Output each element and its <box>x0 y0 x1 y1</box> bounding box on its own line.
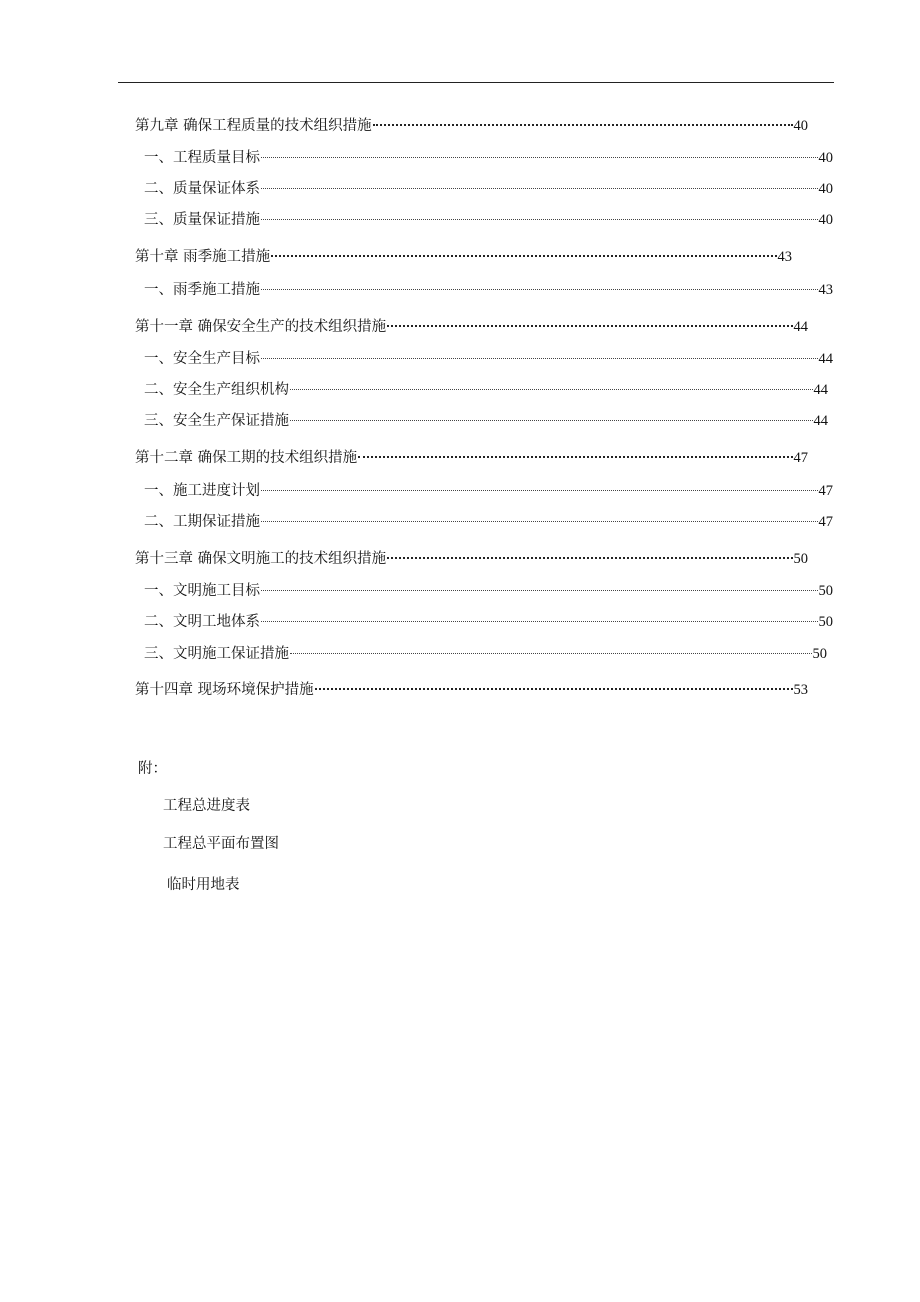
appendix-item: 临时用地表 <box>167 877 240 893</box>
toc-page-number: 44 <box>813 382 828 398</box>
appendix-heading: 附： <box>138 761 167 777</box>
toc-page-number: 43 <box>818 282 833 298</box>
toc-leader <box>387 325 792 327</box>
toc-page-number: 50 <box>818 583 833 599</box>
toc-chapter-14[interactable] <box>135 681 808 699</box>
toc-section[interactable] <box>144 513 833 531</box>
toc-label: 一、工程质量目标 <box>144 150 260 166</box>
toc-label: 二、质量保证体系 <box>144 181 260 197</box>
toc-chapter-12[interactable] <box>135 449 808 467</box>
toc-chapter-10[interactable] <box>135 248 792 266</box>
toc-leader <box>373 124 793 126</box>
toc-section[interactable] <box>144 582 833 600</box>
toc-leader <box>261 219 818 220</box>
toc-page-number: 40 <box>818 150 833 166</box>
toc-section[interactable] <box>144 350 833 368</box>
toc-section[interactable] <box>144 149 833 167</box>
toc-label: 第十一章 确保安全生产的技术组织措施 <box>135 319 387 335</box>
toc-chapter-9[interactable] <box>135 117 808 135</box>
toc-label: 第九章 确保工程质量的技术组织措施 <box>135 118 372 134</box>
appendix-item: 工程总进度表 <box>163 798 250 814</box>
toc-section[interactable] <box>144 180 833 198</box>
toc-page-number: 53 <box>793 682 808 698</box>
toc-page-number: 44 <box>793 319 808 335</box>
header-rule <box>118 82 834 83</box>
toc-page-number: 40 <box>818 212 833 228</box>
toc-leader <box>261 188 818 189</box>
toc-section[interactable] <box>144 645 827 663</box>
toc-section[interactable] <box>144 211 833 229</box>
toc-section[interactable] <box>144 381 828 399</box>
toc-leader <box>261 490 818 491</box>
toc-section[interactable] <box>144 281 833 299</box>
toc-label: 二、工期保证措施 <box>144 514 260 530</box>
toc-page-number: 40 <box>793 118 808 134</box>
toc-label: 第十章 雨季施工措施 <box>135 249 271 265</box>
toc-section[interactable] <box>144 412 828 430</box>
toc-label: 一、文明施工目标 <box>144 583 260 599</box>
toc-leader <box>290 420 813 421</box>
toc-section[interactable] <box>144 482 833 500</box>
toc-page-number: 50 <box>793 551 808 567</box>
toc-leader <box>261 358 818 359</box>
toc-page-number: 44 <box>813 413 828 429</box>
toc-label: 一、安全生产目标 <box>144 351 260 367</box>
toc-section[interactable] <box>144 613 833 631</box>
toc-leader <box>315 688 793 690</box>
toc-label: 三、文明施工保证措施 <box>144 646 289 662</box>
toc-label: 一、雨季施工措施 <box>144 282 260 298</box>
toc-page-number: 44 <box>818 351 833 367</box>
toc-leader <box>261 590 818 591</box>
toc-leader <box>261 157 818 158</box>
toc-page-number: 40 <box>818 181 833 197</box>
toc-page-number: 50 <box>818 614 833 630</box>
toc-leader <box>387 557 792 559</box>
toc-label: 三、质量保证措施 <box>144 212 260 228</box>
toc-label: 一、施工进度计划 <box>144 483 260 499</box>
toc-page-number: 43 <box>777 249 792 265</box>
appendix-item: 工程总平面布置图 <box>163 836 279 852</box>
toc-leader <box>261 289 818 290</box>
toc-page-number: 47 <box>793 450 808 466</box>
toc-label: 第十三章 确保文明施工的技术组织措施 <box>135 551 387 567</box>
toc-chapter-11[interactable] <box>135 318 808 336</box>
toc-label: 二、安全生产组织机构 <box>144 382 289 398</box>
toc-page-number: 50 <box>812 646 827 662</box>
toc-label: 第十二章 确保工期的技术组织措施 <box>135 450 358 466</box>
toc-leader <box>358 456 792 458</box>
toc-leader <box>290 389 813 390</box>
toc-page-number: 47 <box>818 483 833 499</box>
toc-page-number: 47 <box>818 514 833 530</box>
toc-label: 第十四章 现场环境保护措施 <box>135 682 314 698</box>
toc-leader <box>271 255 776 257</box>
toc-leader <box>261 521 818 522</box>
toc-label: 二、文明工地体系 <box>144 614 260 630</box>
toc-leader <box>290 653 812 654</box>
toc-leader <box>261 621 818 622</box>
toc-label: 三、安全生产保证措施 <box>144 413 289 429</box>
toc-chapter-13[interactable] <box>135 550 808 568</box>
